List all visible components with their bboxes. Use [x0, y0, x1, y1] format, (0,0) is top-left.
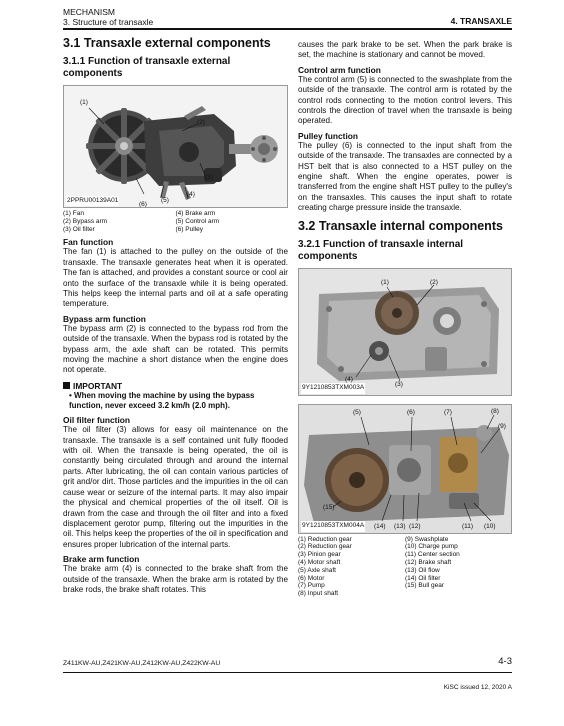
- figure-transaxle-exterior: [63, 85, 288, 208]
- fig3-callout-7: (7): [444, 408, 452, 416]
- legend-item: (4) Brake arm: [175, 210, 216, 217]
- fig1-callout-6: (6): [139, 201, 147, 208]
- subsection-heading-internal: 3.2.1 Function of transaxle internal components: [298, 238, 464, 262]
- legend-item: (11) Center section: [405, 551, 460, 559]
- legend-item: (4) Motor shaft: [298, 559, 341, 567]
- fig2-code: 9Y1210853TXM003A: [301, 383, 365, 393]
- legend-item: (6) Pulley: [175, 225, 203, 233]
- fig3-callout-6: (6): [407, 408, 415, 416]
- fig1-code: 2PPRU00139A01: [66, 196, 119, 206]
- legend-item: (6) Motor: [298, 574, 325, 582]
- important-item-text: When moving the machine by using the bypass function, never exceed 3.2 km/h (2.0 mph).: [69, 391, 255, 411]
- header-subsection: 3. Structure of transaxle: [63, 17, 154, 27]
- fig2-callout-4: (4): [345, 375, 353, 383]
- left-column: [63, 36, 288, 595]
- brake-arm-heading: Brake arm function: [63, 554, 140, 565]
- fan-function-text: The fan (1) is attached to the pulley on the outside of the transaxle. The transaxle generates heat when it is operated. The fan is attached, and provides a constant source or cool air onto the surface of the transaxle while it is being operated. This helps keep the internal parts and oil at a safe operating temperature.: [63, 247, 288, 309]
- header-chapter: 4. TRANSAXLE: [450, 16, 512, 26]
- legend-item: (10) Charge pump: [405, 543, 458, 551]
- legend-item: (3) Pinion gear: [298, 551, 341, 559]
- control-arm-heading: Control arm function: [298, 64, 381, 75]
- footer-rule: [63, 672, 512, 673]
- fig2-callout-2: (2): [430, 278, 438, 286]
- important-notice: [63, 381, 288, 391]
- fig1-callout-4: (4): [187, 191, 195, 198]
- fig1-callout-1: (1): [80, 99, 88, 106]
- oil-filter-heading: Oil filter function: [63, 415, 130, 426]
- legend-item: (5) Axle shaft: [298, 566, 336, 574]
- figure-transaxle-internal-2: [298, 404, 512, 534]
- legend-item: (12) Brake shaft: [405, 559, 452, 567]
- legend-item: (5) Control arm: [175, 217, 220, 225]
- legend-item: (15) Bull gear: [405, 582, 445, 590]
- fig3-callout-9: (9): [498, 422, 506, 430]
- fig2-fig3-legend: [298, 536, 512, 598]
- fig2-callout-3: (3): [395, 380, 403, 388]
- fan-function-heading: Fan function: [63, 237, 114, 248]
- footer-models: Z411KW-AU,Z421KW-AU,Z412KW-AU,Z422KW-AU: [63, 660, 221, 667]
- legend-item: (2) Bypass arm: [63, 217, 108, 225]
- subsection-heading-external: 3.1.1 Function of transaxle external components: [63, 56, 231, 79]
- brake-arm-text-continued: causes the park brake to be set. When the park brake is set, the machine is stationary and cannot be moved.: [298, 40, 512, 60]
- fig1-callout-3: (3): [205, 174, 213, 181]
- fig3-code: 9Y1210853TXM004A: [301, 521, 365, 531]
- fig3-callout-5: (5): [353, 408, 361, 416]
- fig3-callout-10: (10): [484, 522, 496, 530]
- fig1-legend: [63, 210, 288, 233]
- important-item: • When moving the machine by using the bypass function, never exceed 3.2 km/h (2.0 mph).: [69, 391, 255, 411]
- transaxle-internal-illustration-1: [299, 269, 512, 396]
- oil-filter-text: The oil filter (3) allows for easy oil maintenance on the transaxle. The transaxle is a self contained unit fully flooded with oil. When the transaxle is being operated, the oil is constantly being circulated through and around the internal parts. After lubricating, the oil can contain various particles of grit and/or dirt. Those particles and the impurities in the oil can cause wear or seizure of the internal parts. It may also impair the physical and chemical properties of the oil itself. Oil is drawn from the case and through the oil filter and into a fixed displacement gerotor pump, filtering out the impurities in the oil. This helps keep the properties of the oil in specification and ensures proper lubrication of the internal parts.: [63, 425, 288, 549]
- legend-item: (8) Input shaft: [298, 590, 339, 598]
- fig3-callout-11: (11): [462, 522, 474, 530]
- pulley-heading: Pulley function: [298, 130, 359, 141]
- legend-item: (13) Oil flow: [405, 566, 440, 574]
- important-square-icon: [63, 382, 70, 389]
- transaxle-exterior-illustration: [64, 86, 288, 208]
- transaxle-internal-illustration-2: [299, 405, 512, 534]
- right-column: [298, 40, 512, 601]
- brake-arm-text: The brake arm (4) is connected to the brake shaft from the outside of the transaxle. When the brake arm is rotated by the brake rods, the brake shaft rotates. This: [63, 564, 288, 594]
- legend-item: (3) Oil filter: [63, 225, 95, 233]
- important-label: IMPORTANT: [73, 380, 123, 391]
- legend-item: (1) Reduction gear: [298, 535, 352, 543]
- fig3-callout-8: (8): [491, 407, 499, 415]
- section-heading-internal: 3.2 Transaxle internal components: [298, 218, 503, 233]
- fig3-callout-13: (13): [394, 522, 406, 530]
- fig1-callout-2: (2): [197, 119, 205, 126]
- legend-item: (14) Oil filter: [405, 574, 441, 582]
- fig3-callout-12: (12): [409, 522, 421, 530]
- control-arm-text: The control arm (5) is connected to the swashplate from the outside of the transaxle. The control arm is rotated by the control rods connecting to the motion control levers. This controls the direction of travel when the transaxle is being operated.: [298, 74, 512, 126]
- running-header-left: [63, 7, 153, 27]
- fig3-callout-14: (14): [374, 522, 386, 530]
- figure-transaxle-internal-1: [298, 268, 512, 396]
- legend-item: [405, 590, 512, 598]
- legend-item: (1) Fan: [63, 210, 84, 217]
- legend-item: (2) Reduction gear: [298, 543, 352, 551]
- header-section: MECHANISM: [63, 7, 115, 17]
- pulley-text: The pulley (6) is connected to the input shaft from the outside of the transaxle. The transaxles are connected by a HST belt that is also connected to a HST pulley on the engine shaft. When the engine operates, power is transferred from the engine shaft HST pulley to the pulley's on the transaxles. This causes the input shaft to rotate creating charge pressure inside the transaxle.: [298, 140, 512, 213]
- fig1-callout-5: (5): [161, 197, 169, 204]
- issue-notice: KiSC issued 12, 2020 A: [443, 684, 512, 691]
- legend-item: (7) Pump: [298, 582, 325, 590]
- legend-item: (9) Swashplate: [405, 535, 449, 543]
- fig3-callout-15: (15): [323, 503, 335, 511]
- page-number: 4-3: [498, 656, 512, 667]
- bypass-arm-text: The bypass arm (2) is connected to the bypass rod from the outside of the transaxle. When the bypass rod is rotated by the bypass arm, the axle shaft can be rotated. This permits moving the machine a short distance when the engine does not operate.: [63, 323, 288, 375]
- section-heading-external: 3.1 Transaxle external components: [63, 36, 271, 50]
- header-rule: [63, 28, 512, 30]
- fig2-callout-1: (1): [381, 278, 389, 286]
- bypass-arm-heading: Bypass arm function: [63, 313, 146, 324]
